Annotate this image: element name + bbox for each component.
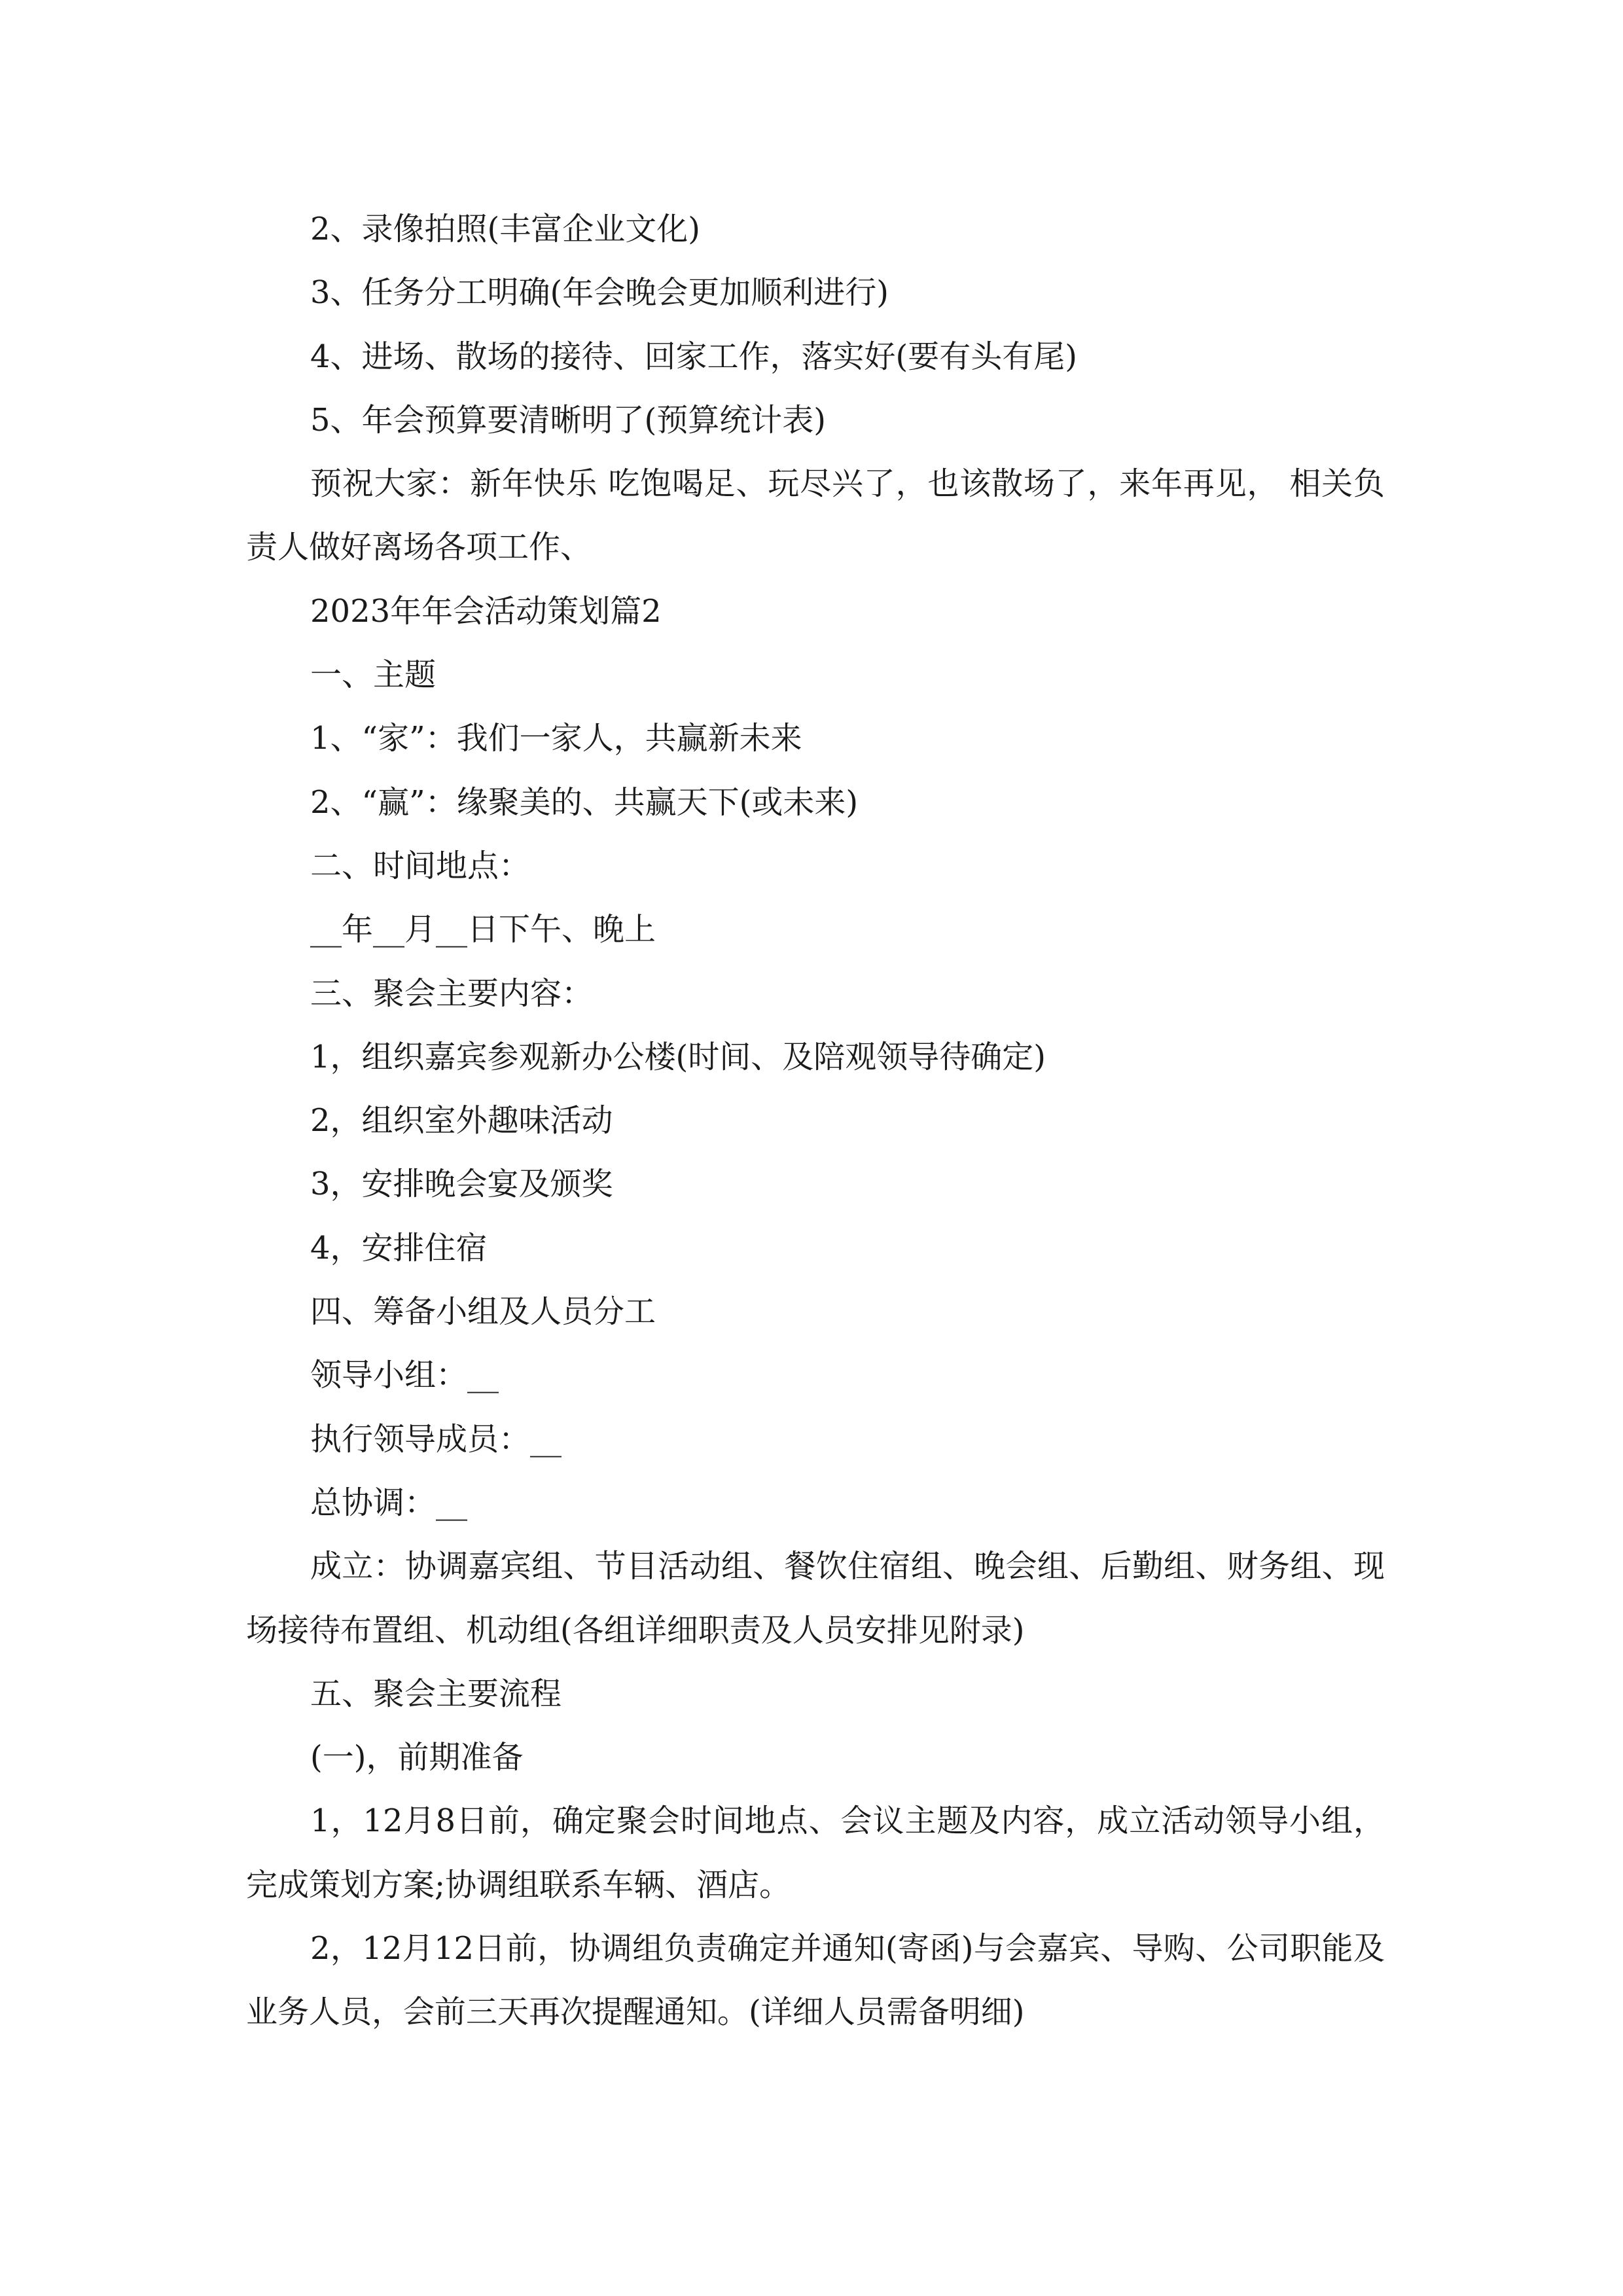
paragraph: 2、录像拍照(丰富企业文化) [310,211,700,247]
paragraph: 总协调：__ [310,1484,468,1521]
paragraph: 3、任务分工明确(年会晚会更加顺利进行) [310,274,889,312]
paragraph: 1，12月8日前，确定聚会时间地点、会议主题及内容，成立活动领导小组，完成策划方案;协调组联系车辆、酒店。 [246,1803,1385,1903]
paragraph: 2，组织室外趣味活动 [310,1102,613,1139]
paragraph: 1、“家”：我们一家人，共赢新未来 [310,720,802,757]
paragraph: 2，12月12日前，协调组负责确定并通知(寄函)与会嘉宾、导购、公司职能及业务人员，会前三天再次提醒通知。(详细人员需备明细) [246,1930,1385,2031]
paragraph: 4，安排住宿 [310,1229,488,1266]
paragraph: (一)，前期准备 [310,1739,524,1776]
section-title: 2023年年会活动策划篇2 [310,592,662,630]
paragraph: 领导小组：__ [310,1357,499,1394]
paragraph: 预祝大家：新年快乐 吃饱喝足、玩尽兴了，也该散场了，来年再见， 相关负责人做好离场各项工作、 [246,465,1385,566]
paragraph: 5、年会预算要清晰明了(预算统计表) [310,401,826,439]
paragraph: 成立：协调嘉宾组、节目活动组、餐饮住宿组、晚会组、后勤组、财务组、现场接待布置组、机动组(各组详细职责及人员安排见附录) [246,1548,1385,1649]
paragraph: 2、“赢”：缘聚美的、共赢天下(或未来) [310,783,859,821]
heading: 一、主题 [310,656,437,694]
paragraph: 执行领导成员：__ [310,1420,562,1458]
paragraph: 3，安排晚会宴及颁奖 [310,1166,613,1203]
heading: 五、聚会主要流程 [310,1675,562,1712]
paragraph: __年__月__日下午、晚上 [310,911,656,948]
heading: 二、时间地点： [310,847,531,884]
heading: 四、筹备小组及人员分工 [310,1293,656,1331]
paragraph: 1，组织嘉宾参观新办公楼(时间、及陪观领导待确定) [310,1038,1046,1075]
paragraph: 4、进场、散场的接待、回家工作，落实好(要有头有尾) [310,338,1077,375]
document-body [246,198,1385,2045]
heading: 三、聚会主要内容： [310,975,594,1012]
